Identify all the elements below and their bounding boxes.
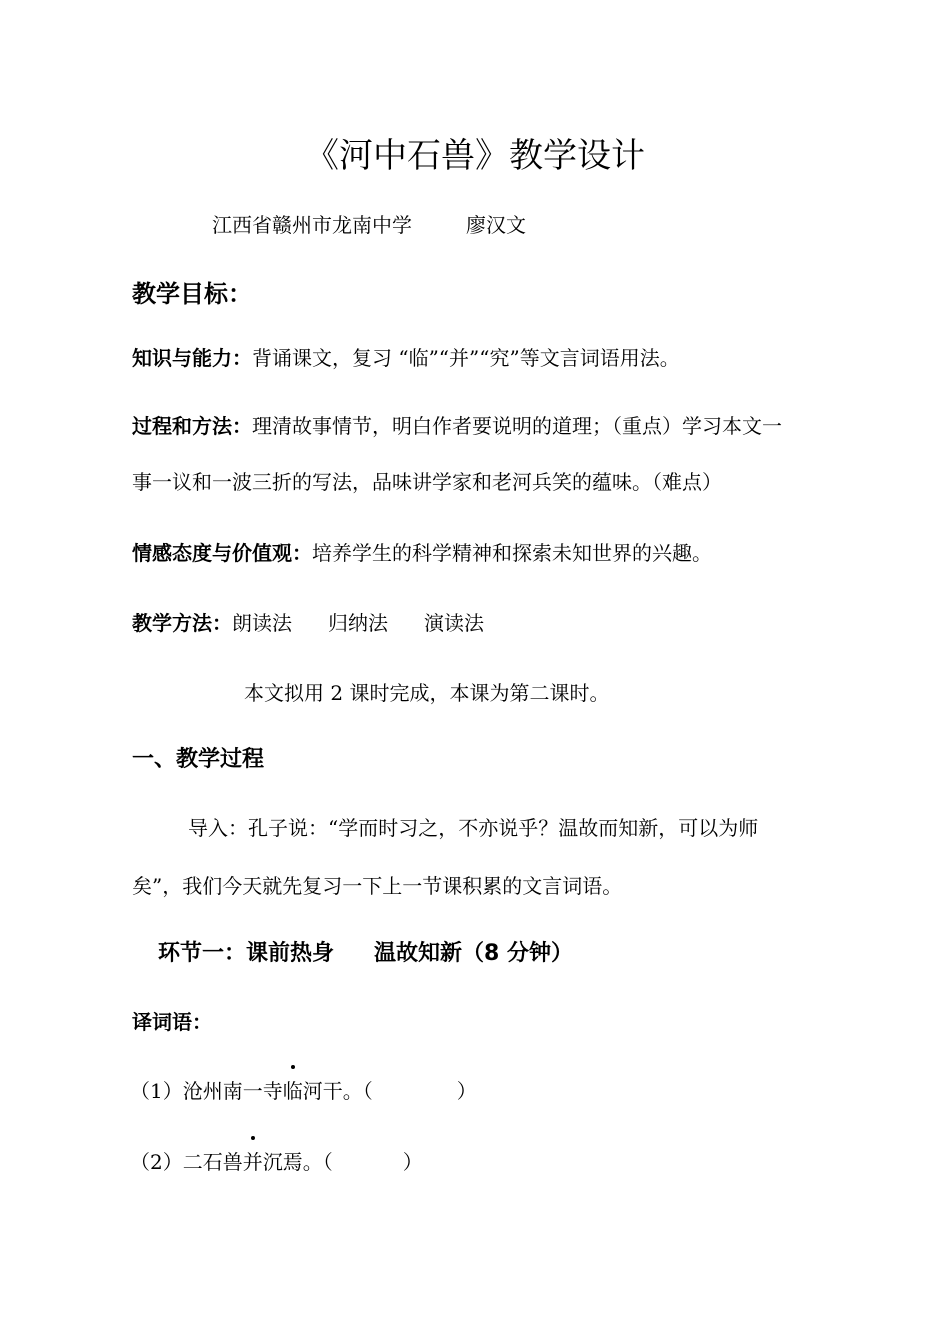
teaching-methods [132, 607, 484, 636]
emotion-objective [132, 537, 712, 566]
answer-close-paren: ） [402, 1150, 423, 1174]
process-text-line2: 事一议和一波三折的写法，品味讲学家和老河兵笑的蕴味。（难点） [132, 470, 722, 494]
segment-part2: 温故知新（8 分钟） [374, 941, 573, 966]
school-name: 江西省赣州市龙南中学 [212, 213, 412, 237]
schedule-note: 本文拟用 2 课时完成，本课为第二课时。 [244, 681, 610, 705]
method-item: 演读法 [424, 611, 484, 635]
answer-open-paren: （ [322, 1150, 333, 1174]
intro-line2: 矣”，我们今天就先复习一下上一节课积累的文言词语。 [132, 874, 623, 898]
answer-close-paren: ） [456, 1079, 477, 1103]
knowledge-objective [132, 342, 680, 371]
method-item: 归纳法 [328, 611, 388, 635]
emphasis-dotted-char: 临 [283, 1075, 303, 1104]
exercise-item [130, 1146, 423, 1175]
knowledge-label: 知识与能力： [132, 346, 252, 370]
emphasis-dotted-char: 并 [243, 1146, 263, 1175]
exercise-text-after: 河干。 [302, 1079, 363, 1103]
process-text-line1: 理清故事情节，明白作者要说明的道理；（重点）学习本文一 [252, 414, 782, 438]
process-label: 过程和方法： [132, 414, 252, 438]
knowledge-text: 背诵课文，复习 “临”“并”“究”等文言词语用法。 [252, 346, 680, 370]
exercise-text-before: 沧州南一寺 [182, 1079, 283, 1103]
exercise-number: （1） [130, 1079, 183, 1103]
exercise-text-after: 沉焉。 [262, 1150, 323, 1174]
answer-open-paren: （ [362, 1079, 373, 1103]
author-name: 廖汉文 [466, 213, 526, 237]
intro-line1: 导入：孔子说：“学而时习之，不亦说乎？温故而知新，可以为师 [188, 816, 759, 840]
segment-heading [158, 936, 573, 967]
process-objective [132, 410, 782, 439]
process-heading: 一、教学过程 [132, 747, 265, 772]
exercise-number: （2） [130, 1150, 183, 1174]
exercise-item [130, 1075, 477, 1104]
objectives-heading: 教学目标： [132, 280, 252, 308]
segment-part1: 环节一：课前热身 [158, 941, 335, 966]
emotion-label: 情感态度与价值观： [132, 541, 312, 565]
translate-label: 译词语： [132, 1010, 212, 1034]
emotion-text: 培养学生的科学精神和探索未知世界的兴趣。 [312, 541, 712, 565]
author-line [212, 209, 526, 238]
methods-label: 教学方法： [132, 611, 232, 635]
exercise-text-before: 二石兽 [182, 1150, 243, 1174]
method-item: 朗读法 [232, 611, 292, 635]
document-title: 《河中石兽》教学设计 [305, 136, 645, 176]
